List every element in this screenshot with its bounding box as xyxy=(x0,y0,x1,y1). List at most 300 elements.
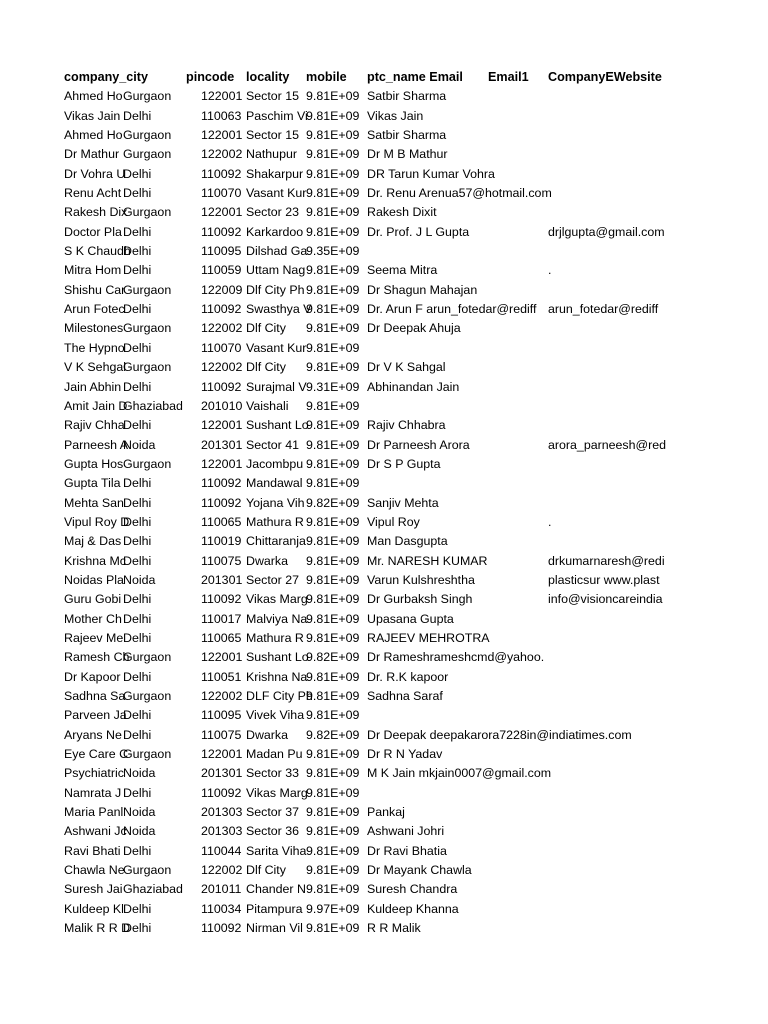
locality-cell[interactable]: Vikas Marg xyxy=(246,592,308,607)
ptc-name-email-cell[interactable]: Dr M B Mathur xyxy=(367,147,448,162)
pincode-cell[interactable]: 122001 xyxy=(201,89,243,104)
pincode-cell[interactable]: 110051 xyxy=(201,669,242,684)
city-cell[interactable]: Gurgaon xyxy=(123,128,172,143)
website-cell[interactable] xyxy=(548,532,768,551)
pincode-cell[interactable]: 201301 xyxy=(201,437,243,452)
locality-cell[interactable]: Vasant Kur xyxy=(246,340,307,355)
company-cell[interactable]: Guru Gobi xyxy=(64,592,122,607)
city-cell[interactable]: Delhi xyxy=(123,108,152,123)
locality-cell[interactable]: Surajmal V xyxy=(246,379,307,394)
ptc-name-email-cell[interactable]: Satbir Sharma xyxy=(367,128,447,143)
city-cell[interactable]: Delhi xyxy=(123,418,152,433)
city-cell[interactable]: Delhi xyxy=(123,476,152,491)
city-cell[interactable]: Noida xyxy=(123,805,156,820)
header-ptc-name-email[interactable]: ptc_name Email xyxy=(367,70,463,84)
pincode-cell[interactable]: 201303 xyxy=(201,824,243,839)
company-cell[interactable]: Ahmed Ho xyxy=(64,89,123,104)
company-cell[interactable]: Ramesh Ch xyxy=(64,650,130,665)
city-cell[interactable]: Delhi xyxy=(123,534,152,549)
locality-cell[interactable]: Yojana Vih xyxy=(246,495,305,510)
locality-cell[interactable]: Vaishali xyxy=(246,398,289,413)
city-cell[interactable]: Delhi xyxy=(123,302,152,317)
city-cell[interactable]: Gurgaon xyxy=(123,863,172,878)
company-cell[interactable]: Vipul Roy D xyxy=(64,514,130,529)
city-cell[interactable]: Gurgaon xyxy=(123,321,172,336)
company-cell[interactable]: Doctor Pla xyxy=(64,224,122,239)
city-cell[interactable]: Delhi xyxy=(123,379,152,394)
locality-cell[interactable]: Dlf City xyxy=(246,321,286,336)
mobile-cell[interactable]: 9.81E+09 xyxy=(306,689,360,703)
pincode-cell[interactable]: 110070 xyxy=(201,186,242,201)
mobile-cell[interactable]: 9.81E+09 xyxy=(306,437,360,452)
website-cell[interactable]: arun_fotedar@rediff xyxy=(548,302,659,317)
pincode-cell[interactable]: 110092 xyxy=(201,166,242,181)
locality-cell[interactable]: Dlf City xyxy=(246,863,286,878)
pincode-cell[interactable]: 122001 xyxy=(201,747,243,762)
website-cell[interactable] xyxy=(548,822,768,841)
ptc-name-email-cell[interactable]: Dr. Renu Arenua57@hotmail.com xyxy=(367,186,552,201)
pincode-cell[interactable]: 122001 xyxy=(201,128,243,143)
city-cell[interactable]: Gurgaon xyxy=(123,360,172,375)
website-cell[interactable] xyxy=(548,764,768,783)
pincode-cell[interactable]: 110070 xyxy=(201,340,242,355)
city-cell[interactable]: Delhi xyxy=(123,514,152,529)
ptc-name-email-cell[interactable]: Sadhna Saraf xyxy=(367,689,443,703)
pincode-cell[interactable]: 110092 xyxy=(201,224,242,239)
website-cell[interactable] xyxy=(548,919,768,938)
city-cell[interactable]: Gurgaon xyxy=(123,147,172,162)
locality-cell[interactable]: Sector 41 xyxy=(246,437,300,452)
mobile-cell[interactable]: 9.81E+09 xyxy=(306,360,360,375)
city-cell[interactable]: Delhi xyxy=(123,669,152,684)
locality-cell[interactable]: Krishna Na xyxy=(246,669,308,684)
website-cell[interactable]: . xyxy=(548,263,552,278)
website-cell[interactable] xyxy=(548,184,768,203)
ptc-name-email-cell[interactable]: Upasana Gupta xyxy=(367,611,454,626)
website-cell[interactable] xyxy=(548,803,768,822)
company-cell[interactable]: Parneesh A xyxy=(64,437,129,452)
company-cell[interactable]: Chawla Ne xyxy=(64,863,125,878)
pincode-cell[interactable]: 122001 xyxy=(201,650,243,665)
website-cell[interactable] xyxy=(548,358,768,377)
locality-cell[interactable]: Sector 37 xyxy=(246,805,300,820)
mobile-cell[interactable]: 9.81E+09 xyxy=(306,553,360,568)
city-cell[interactable]: Delhi xyxy=(123,592,152,607)
mobile-cell[interactable]: 9.81E+09 xyxy=(306,669,360,684)
mobile-cell[interactable]: 9.81E+09 xyxy=(306,514,360,529)
locality-cell[interactable]: Dlf City xyxy=(246,360,286,375)
mobile-cell[interactable]: 9.35E+09 xyxy=(306,244,360,259)
ptc-name-email-cell[interactable]: Seema Mitra xyxy=(367,263,438,278)
locality-cell[interactable]: Chittaranja xyxy=(246,534,306,549)
pincode-cell[interactable]: 122009 xyxy=(201,282,243,297)
pincode-cell[interactable]: 110065 xyxy=(201,514,242,529)
website-cell[interactable] xyxy=(548,842,768,861)
locality-cell[interactable]: Dlf City Ph xyxy=(246,282,305,297)
ptc-name-email-cell[interactable]: Vikas Jain xyxy=(367,108,424,123)
locality-cell[interactable]: Nirman Vil xyxy=(246,921,303,936)
company-cell[interactable]: Shishu Car xyxy=(64,282,126,297)
company-cell[interactable]: Dr Vohra U xyxy=(64,166,126,181)
locality-cell[interactable]: Uttam Nag xyxy=(246,263,306,278)
city-cell[interactable]: Gurgaon xyxy=(123,747,172,762)
mobile-cell[interactable]: 9.81E+09 xyxy=(306,534,360,549)
pincode-cell[interactable]: 110019 xyxy=(201,534,242,549)
website-cell[interactable] xyxy=(548,107,768,126)
locality-cell[interactable]: Sushant Lo xyxy=(246,418,309,433)
city-cell[interactable]: Delhi xyxy=(123,553,152,568)
company-cell[interactable]: Sadhna Sa xyxy=(64,689,126,703)
pincode-cell[interactable]: 110092 xyxy=(201,379,242,394)
city-cell[interactable]: Delhi xyxy=(123,186,152,201)
header-email1[interactable]: Email1 xyxy=(488,70,529,84)
pincode-cell[interactable]: 122002 xyxy=(201,321,243,336)
pincode-cell[interactable]: 110092 xyxy=(201,921,242,936)
pincode-cell[interactable]: 110092 xyxy=(201,592,242,607)
ptc-name-email-cell[interactable]: Dr S P Gupta xyxy=(367,456,441,471)
ptc-name-email-cell[interactable]: Rakesh Dixit xyxy=(367,205,437,220)
website-cell[interactable]: plasticsur www.plast xyxy=(548,572,660,587)
company-cell[interactable]: Mitra Hom xyxy=(64,263,122,278)
locality-cell[interactable]: Pitampura xyxy=(246,901,303,916)
locality-cell[interactable]: Mathura R xyxy=(246,630,304,645)
ptc-name-email-cell[interactable]: Kuldeep Khanna xyxy=(367,901,459,916)
company-cell[interactable]: Namrata J xyxy=(64,785,122,800)
locality-cell[interactable]: Vivek Viha xyxy=(246,708,305,723)
ptc-name-email-cell[interactable]: Dr R N Yadav xyxy=(367,747,443,762)
company-cell[interactable]: Krishna Mc xyxy=(64,553,126,568)
locality-cell[interactable]: Sushant Lo xyxy=(246,650,309,665)
city-cell[interactable]: Gurgaon xyxy=(123,456,172,471)
locality-cell[interactable]: DLF City Ph xyxy=(246,689,313,703)
mobile-cell[interactable]: 9.81E+09 xyxy=(306,147,360,162)
locality-cell[interactable]: Chander N xyxy=(246,882,306,897)
city-cell[interactable]: Delhi xyxy=(123,495,152,510)
mobile-cell[interactable]: 9.81E+09 xyxy=(306,708,360,723)
pincode-cell[interactable]: 122002 xyxy=(201,689,243,703)
pincode-cell[interactable]: 122001 xyxy=(201,205,243,220)
website-cell[interactable] xyxy=(548,900,768,919)
company-cell[interactable]: Ravi Bhati xyxy=(64,843,121,858)
mobile-cell[interactable]: 9.81E+09 xyxy=(306,224,360,239)
website-cell[interactable] xyxy=(548,378,768,397)
mobile-cell[interactable]: 9.81E+09 xyxy=(306,805,360,820)
locality-cell[interactable]: Sector 27 xyxy=(246,572,300,587)
header-pincode[interactable]: pincode xyxy=(186,70,235,84)
ptc-name-email-cell[interactable]: Mr. NARESH KUMAR xyxy=(367,553,488,568)
header-company-website[interactable]: CompanyEWebsite xyxy=(548,70,662,84)
company-cell[interactable]: Gupta Hos xyxy=(64,456,124,471)
city-cell[interactable]: Gurgaon xyxy=(123,89,172,104)
website-cell[interactable] xyxy=(548,629,768,648)
mobile-cell[interactable]: 9.81E+09 xyxy=(306,572,360,587)
pincode-cell[interactable]: 122001 xyxy=(201,456,243,471)
ptc-name-email-cell[interactable]: Vipul Roy xyxy=(367,514,420,529)
company-cell[interactable]: Mother Ch xyxy=(64,611,122,626)
company-cell[interactable]: Rajiv Chha xyxy=(64,418,125,433)
city-cell[interactable]: Gurgaon xyxy=(123,205,172,220)
locality-cell[interactable]: Dilshad Ga xyxy=(246,244,308,259)
locality-cell[interactable]: Karkardoo xyxy=(246,224,304,239)
city-cell[interactable]: Delhi xyxy=(123,708,152,723)
company-cell[interactable]: Amit Jain D xyxy=(64,398,128,413)
website-cell[interactable] xyxy=(548,861,768,880)
mobile-cell[interactable]: 9.81E+09 xyxy=(306,476,360,491)
company-cell[interactable]: Dr Kapoor xyxy=(64,669,121,684)
city-cell[interactable]: Ghaziabad xyxy=(123,882,183,897)
pincode-cell[interactable]: 122001 xyxy=(201,418,243,433)
mobile-cell[interactable]: 9.82E+09 xyxy=(306,650,360,665)
pincode-cell[interactable]: 201301 xyxy=(201,766,243,781)
pincode-cell[interactable]: 201010 xyxy=(201,398,243,413)
mobile-cell[interactable]: 9.81E+09 xyxy=(306,398,360,413)
ptc-name-email-cell[interactable]: Suresh Chandra xyxy=(367,882,458,897)
website-cell[interactable] xyxy=(548,339,768,358)
locality-cell[interactable]: Sector 36 xyxy=(246,824,300,839)
mobile-cell[interactable]: 9.97E+09 xyxy=(306,901,360,916)
website-cell[interactable] xyxy=(548,242,768,261)
city-cell[interactable]: Delhi xyxy=(123,727,152,742)
ptc-name-email-cell[interactable]: Man Dasgupta xyxy=(367,534,448,549)
mobile-cell[interactable]: 9.81E+09 xyxy=(306,282,360,297)
pincode-cell[interactable]: 110092 xyxy=(201,302,242,317)
company-cell[interactable]: Arun Fotec xyxy=(64,302,125,317)
header-locality[interactable]: locality xyxy=(246,70,290,84)
company-cell[interactable]: Rakesh Dix xyxy=(64,205,128,220)
city-cell[interactable]: Delhi xyxy=(123,166,152,181)
mobile-cell[interactable]: 9.81E+09 xyxy=(306,824,360,839)
website-cell[interactable] xyxy=(548,784,768,803)
website-cell[interactable] xyxy=(548,648,768,667)
city-cell[interactable]: Gurgaon xyxy=(123,689,172,703)
ptc-name-email-cell[interactable]: Dr Ravi Bhatia xyxy=(367,843,447,858)
pincode-cell[interactable]: 110075 xyxy=(201,727,242,742)
mobile-cell[interactable]: 9.81E+09 xyxy=(306,882,360,897)
ptc-name-email-cell[interactable]: DR Tarun Kumar Vohra xyxy=(367,166,495,181)
website-cell[interactable] xyxy=(548,726,768,745)
mobile-cell[interactable]: 9.81E+09 xyxy=(306,843,360,858)
pincode-cell[interactable]: 110017 xyxy=(201,611,242,626)
locality-cell[interactable]: Paschim Vi xyxy=(246,108,308,123)
website-cell[interactable]: drkumarnaresh@redi xyxy=(548,553,665,568)
ptc-name-email-cell[interactable]: Rajiv Chhabra xyxy=(367,418,446,433)
locality-cell[interactable]: Sarita Viha xyxy=(246,843,307,858)
locality-cell[interactable]: Vikas Marg xyxy=(246,785,308,800)
city-cell[interactable]: Noida xyxy=(123,824,156,839)
ptc-name-email-cell[interactable]: Dr Mayank Chawla xyxy=(367,863,472,878)
ptc-name-email-cell[interactable]: Abhinandan Jain xyxy=(367,379,460,394)
mobile-cell[interactable]: 9.81E+09 xyxy=(306,186,360,201)
city-cell[interactable]: Noida xyxy=(123,766,156,781)
website-cell[interactable] xyxy=(548,668,768,687)
city-cell[interactable]: Delhi xyxy=(123,630,152,645)
pincode-cell[interactable]: 201303 xyxy=(201,805,243,820)
locality-cell[interactable]: Madan Pu xyxy=(246,747,303,762)
company-cell[interactable]: Jain Abhin xyxy=(64,379,122,394)
mobile-cell[interactable]: 9.81E+09 xyxy=(306,89,360,104)
locality-cell[interactable]: Shakarpur xyxy=(246,166,304,181)
mobile-cell[interactable]: 9.81E+09 xyxy=(306,863,360,878)
locality-cell[interactable]: Swasthya V xyxy=(246,302,312,317)
ptc-name-email-cell[interactable]: R R Malik xyxy=(367,921,421,936)
pincode-cell[interactable]: 110075 xyxy=(201,553,242,568)
ptc-name-email-cell[interactable]: Varun Kulshreshtha xyxy=(367,572,475,587)
ptc-name-email-cell[interactable]: Dr. Prof. J L Gupta xyxy=(367,224,470,239)
mobile-cell[interactable]: 9.81E+09 xyxy=(306,456,360,471)
company-cell[interactable]: Ashwani Jc xyxy=(64,824,127,839)
company-cell[interactable]: Aryans Ne xyxy=(64,727,122,742)
mobile-cell[interactable]: 9.81E+09 xyxy=(306,418,360,433)
city-cell[interactable]: Delhi xyxy=(123,901,152,916)
pincode-cell[interactable]: 122002 xyxy=(201,360,243,375)
city-cell[interactable]: Delhi xyxy=(123,611,152,626)
pincode-cell[interactable]: 110059 xyxy=(201,263,242,278)
pincode-cell[interactable]: 122002 xyxy=(201,863,243,878)
company-cell[interactable]: Noidas Pla xyxy=(64,572,124,587)
mobile-cell[interactable]: 9.81E+09 xyxy=(306,766,360,781)
website-cell[interactable] xyxy=(548,165,768,184)
ptc-name-email-cell[interactable]: Sanjiv Mehta xyxy=(367,495,439,510)
header-company-city[interactable]: company_city xyxy=(64,70,148,84)
company-cell[interactable]: Maj & Das xyxy=(64,534,122,549)
pincode-cell[interactable]: 201301 xyxy=(201,572,243,587)
company-cell[interactable]: S K Chaudh xyxy=(64,244,131,259)
pincode-cell[interactable]: 122002 xyxy=(201,147,243,162)
website-cell[interactable] xyxy=(548,281,768,300)
company-cell[interactable]: Mehta San xyxy=(64,495,124,510)
city-cell[interactable]: Delhi xyxy=(123,843,152,858)
website-cell[interactable] xyxy=(548,126,768,145)
mobile-cell[interactable]: 9.81E+09 xyxy=(306,205,360,220)
city-cell[interactable]: Delhi xyxy=(123,340,152,355)
website-cell[interactable] xyxy=(548,416,768,435)
city-cell[interactable]: Noida xyxy=(123,572,156,587)
mobile-cell[interactable]: 9.81E+09 xyxy=(306,108,360,123)
ptc-name-email-cell[interactable]: Satbir Sharma xyxy=(367,89,447,104)
website-cell[interactable]: info@visioncareindia xyxy=(548,592,663,607)
pincode-cell[interactable]: 110034 xyxy=(201,901,242,916)
city-cell[interactable]: Delhi xyxy=(123,785,152,800)
mobile-cell[interactable]: 9.81E+09 xyxy=(306,340,360,355)
pincode-cell[interactable]: 110065 xyxy=(201,630,242,645)
website-cell[interactable] xyxy=(548,145,768,164)
ptc-name-email-cell[interactable]: Dr. Arun F arun_fotedar@rediff xyxy=(367,302,537,317)
ptc-name-email-cell[interactable]: M K Jain mkjain0007@gmail.com xyxy=(367,766,552,781)
locality-cell[interactable]: Mandawal xyxy=(246,476,303,491)
locality-cell[interactable]: Vasant Kur xyxy=(246,186,307,201)
locality-cell[interactable]: Jacombpu xyxy=(246,456,304,471)
locality-cell[interactable]: Mathura R xyxy=(246,514,304,529)
city-cell[interactable]: Delhi xyxy=(123,921,152,936)
city-cell[interactable]: Ghaziabad xyxy=(123,398,183,413)
pincode-cell[interactable]: 110092 xyxy=(201,785,242,800)
company-cell[interactable]: Eye Care C xyxy=(64,747,129,762)
company-cell[interactable]: Kuldeep Kl xyxy=(64,901,124,916)
company-cell[interactable]: Vikas Jain xyxy=(64,108,121,123)
locality-cell[interactable]: Dwarka xyxy=(246,727,288,742)
ptc-name-email-cell[interactable]: RAJEEV MEHROTRA xyxy=(367,630,490,645)
ptc-name-email-cell[interactable]: Dr Gurbaksh Singh xyxy=(367,592,473,607)
locality-cell[interactable]: Sector 33 xyxy=(246,766,300,781)
city-cell[interactable]: Noida xyxy=(123,437,156,452)
ptc-name-email-cell[interactable]: Pankaj xyxy=(367,805,405,820)
mobile-cell[interactable]: 9.81E+09 xyxy=(306,630,360,645)
website-cell[interactable] xyxy=(548,610,768,629)
company-cell[interactable]: Parveen Ja xyxy=(64,708,127,723)
website-cell[interactable] xyxy=(548,494,768,513)
website-cell[interactable] xyxy=(548,745,768,764)
header-mobile[interactable]: mobile xyxy=(306,70,347,84)
mobile-cell[interactable]: 9.81E+09 xyxy=(306,302,360,317)
company-cell[interactable]: Maria Panl xyxy=(64,805,124,820)
city-cell[interactable]: Delhi xyxy=(123,244,152,259)
pincode-cell[interactable]: 110044 xyxy=(201,843,242,858)
company-cell[interactable]: Ahmed Ho xyxy=(64,128,123,143)
website-cell[interactable] xyxy=(548,319,768,338)
ptc-name-email-cell[interactable]: Dr V K Sahgal xyxy=(367,360,446,375)
ptc-name-email-cell[interactable]: Dr Shagun Mahajan xyxy=(367,282,478,297)
locality-cell[interactable]: Sector 23 xyxy=(246,205,300,220)
company-cell[interactable]: Milestones xyxy=(64,321,124,336)
company-cell[interactable]: Rajeev Me xyxy=(64,630,124,645)
city-cell[interactable]: Gurgaon xyxy=(123,650,172,665)
mobile-cell[interactable]: 9.81E+09 xyxy=(306,128,360,143)
ptc-name-email-cell[interactable]: Dr. R.K kapoor xyxy=(367,669,449,684)
mobile-cell[interactable]: 9.81E+09 xyxy=(306,747,360,762)
mobile-cell[interactable]: 9.81E+09 xyxy=(306,921,360,936)
mobile-cell[interactable]: 9.81E+09 xyxy=(306,263,360,278)
website-cell[interactable] xyxy=(548,87,768,106)
website-cell[interactable] xyxy=(548,397,768,416)
locality-cell[interactable]: Dwarka xyxy=(246,553,288,568)
mobile-cell[interactable]: 9.81E+09 xyxy=(306,611,360,626)
locality-cell[interactable]: Sector 15 xyxy=(246,128,300,143)
city-cell[interactable]: Gurgaon xyxy=(123,282,172,297)
pincode-cell[interactable]: 110063 xyxy=(201,108,242,123)
company-cell[interactable]: Dr Mathur xyxy=(64,147,120,162)
locality-cell[interactable]: Nathupur xyxy=(246,147,297,162)
mobile-cell[interactable]: 9.81E+09 xyxy=(306,785,360,800)
ptc-name-email-cell[interactable]: Dr Deepak deepakarora7228in@indiatimes.com xyxy=(367,727,632,742)
mobile-cell[interactable]: 9.82E+09 xyxy=(306,495,360,510)
company-cell[interactable]: Psychiatric xyxy=(64,766,124,781)
pincode-cell[interactable]: 201011 xyxy=(201,882,242,897)
pincode-cell[interactable]: 110092 xyxy=(201,476,242,491)
company-cell[interactable]: V K Sehgal xyxy=(64,360,126,375)
website-cell[interactable] xyxy=(548,474,768,493)
ptc-name-email-cell[interactable]: Dr Rameshrameshcmd@yahoo. xyxy=(367,650,545,665)
company-cell[interactable]: Renu Acht xyxy=(64,186,122,201)
city-cell[interactable]: Delhi xyxy=(123,263,152,278)
company-cell[interactable]: Malik R R D xyxy=(64,921,131,936)
ptc-name-email-cell[interactable]: Ashwani Johri xyxy=(367,824,445,839)
ptc-name-email-cell[interactable]: Dr Parneesh Arora xyxy=(367,437,470,452)
mobile-cell[interactable]: 9.82E+09 xyxy=(306,727,360,742)
website-cell[interactable] xyxy=(548,880,768,899)
website-cell[interactable] xyxy=(548,203,768,222)
website-cell[interactable]: drjlgupta@gmail.com xyxy=(548,224,665,239)
website-cell[interactable]: . xyxy=(548,514,552,529)
pincode-cell[interactable]: 110095 xyxy=(201,708,242,723)
ptc-name-email-cell[interactable]: Dr Deepak Ahuja xyxy=(367,321,461,336)
mobile-cell[interactable]: 9.81E+09 xyxy=(306,321,360,336)
company-cell[interactable]: Gupta Tila xyxy=(64,476,121,491)
website-cell[interactable]: arora_parneesh@red xyxy=(548,437,666,452)
website-cell[interactable] xyxy=(548,455,768,474)
locality-cell[interactable]: Malviya Na xyxy=(246,611,308,626)
mobile-cell[interactable]: 9.81E+09 xyxy=(306,592,360,607)
website-cell[interactable] xyxy=(548,706,768,725)
